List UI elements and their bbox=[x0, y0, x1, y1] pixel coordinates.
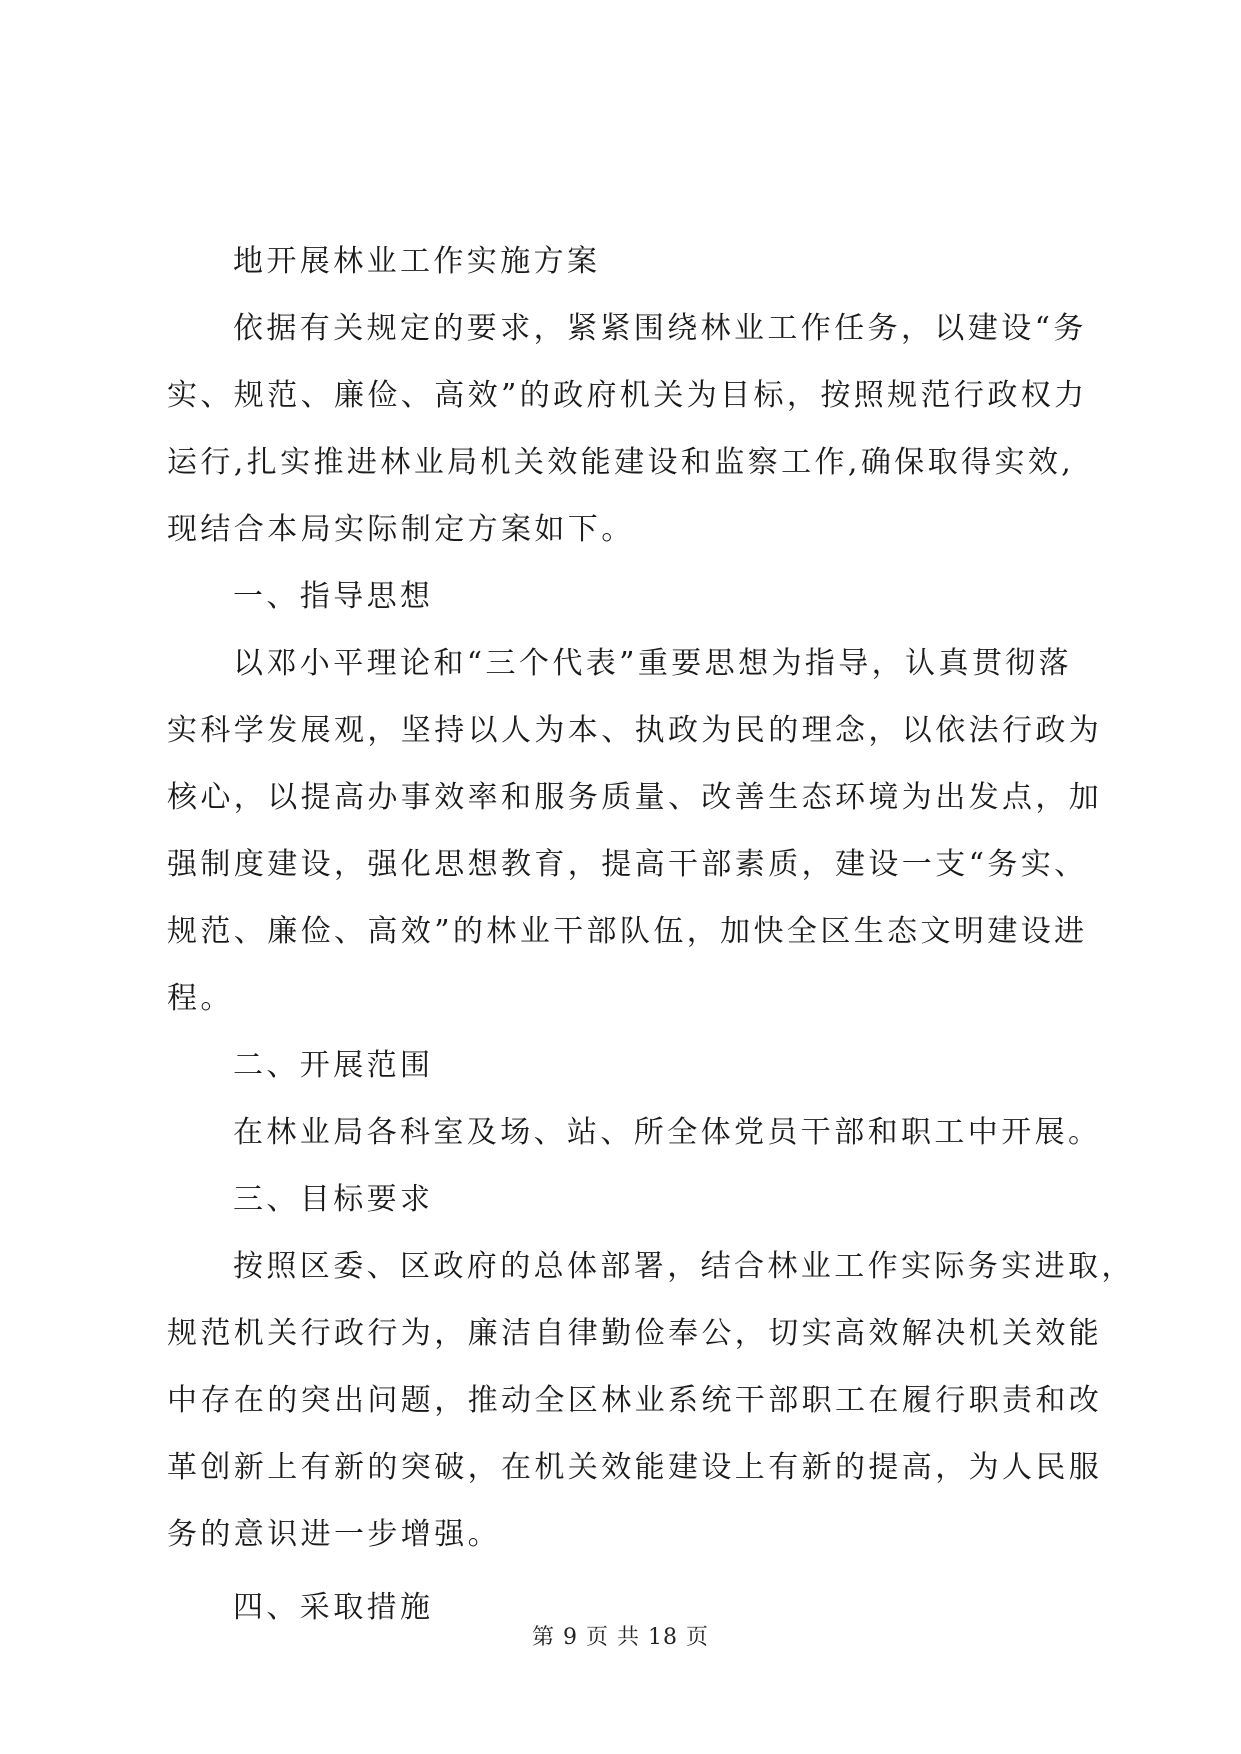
section-heading: 三、目标要求 bbox=[233, 1182, 434, 1217]
text-line: 务的意识进一步增强。 bbox=[167, 1517, 501, 1552]
text-line: 以邓小平理论和“三个代表”重要思想为指导，认真贯彻落 bbox=[233, 646, 1073, 681]
text-line: 运行,扎实推进林业局机关效能建设和监察工作,确保取得实效, bbox=[167, 445, 1075, 480]
text-line: 依据有关规定的要求，紧紧围绕林业工作任务，以建设“务 bbox=[233, 311, 1087, 346]
text-line: 按照区委、区政府的总体部署，结合林业工作实际务实进取， bbox=[233, 1249, 1135, 1284]
text-line: 实科学发展观，坚持以人为本、执政为民的理念，以依法行政为 bbox=[167, 713, 1103, 748]
text-line: 规范机关行政行为，廉洁自律勤俭奉公，切实高效解决机关效能 bbox=[167, 1316, 1103, 1351]
section-heading: 一、指导思想 bbox=[233, 579, 434, 614]
text-line: 现结合本局实际制定方案如下。 bbox=[167, 512, 635, 547]
text-line: 规范、廉俭、高效”的林业干部队伍，加快全区生态文明建设进 bbox=[167, 914, 1088, 949]
text-line: 中存在的突出问题，推动全区林业系统干部职工在履行职责和改 bbox=[167, 1383, 1103, 1418]
text-line-title: 地开展林业工作实施方案 bbox=[233, 244, 601, 279]
document-body bbox=[167, 228, 1135, 1641]
text-line: 实、规范、廉俭、高效”的政府机关为目标，按照规范行政权力 bbox=[167, 378, 1088, 413]
text-line: 强制度建设，强化思想教育，提高干部素质，建设一支“务实、 bbox=[167, 847, 1088, 882]
text-line: 在林业局各科室及场、站、所全体党员干部和职工中开展。 bbox=[233, 1115, 1102, 1150]
section-heading: 四、采取措施 bbox=[233, 1590, 434, 1625]
text-line: 核心，以提高办事效率和服务质量、改善生态环境为出发点，加 bbox=[167, 780, 1103, 815]
page-footer: 第 9 页 共 18 页 bbox=[532, 1625, 709, 1650]
section-heading: 二、开展范围 bbox=[233, 1048, 434, 1083]
text-line: 革创新上有新的突破，在机关效能建设上有新的提高，为人民服 bbox=[167, 1450, 1103, 1485]
text-line: 程。 bbox=[167, 981, 234, 1016]
